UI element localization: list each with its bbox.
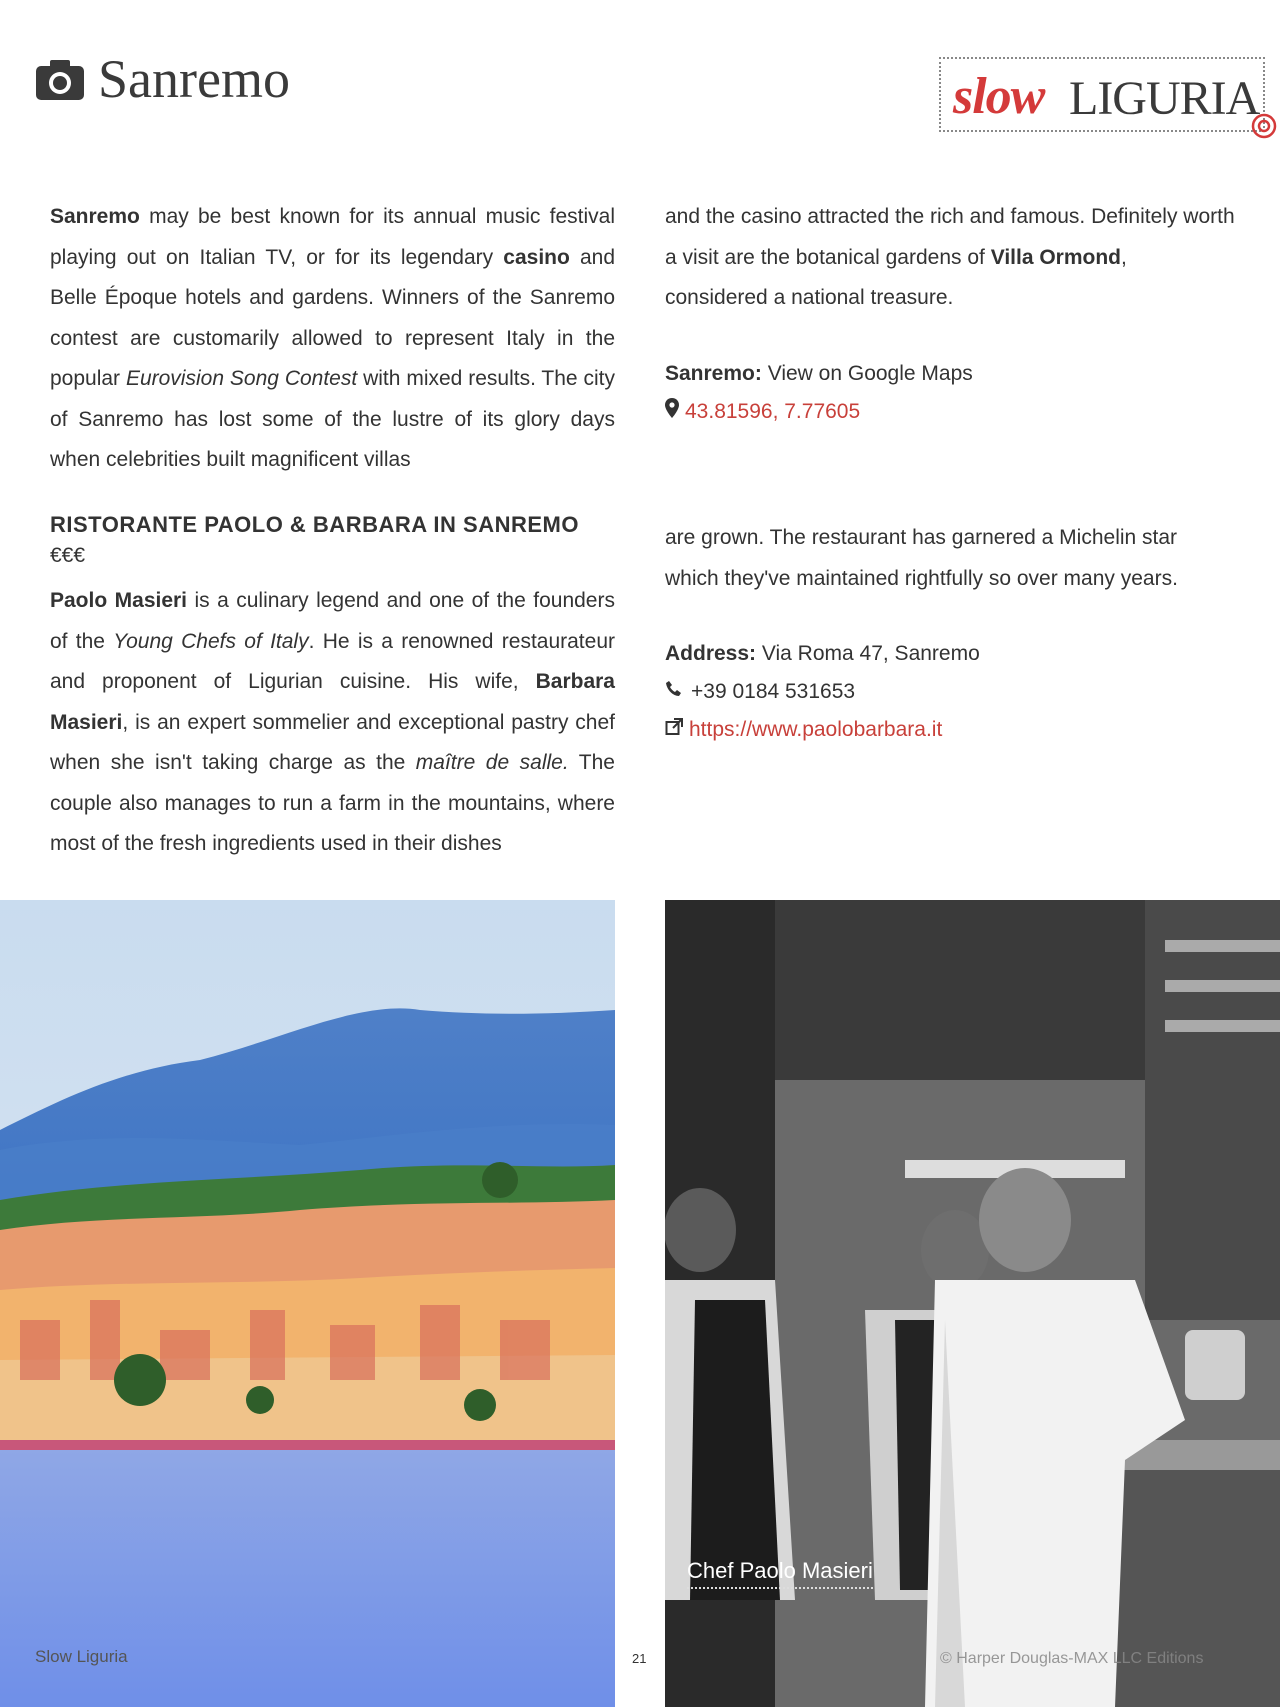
brand-logo [939, 57, 1265, 132]
restaurant-left-text [50, 581, 615, 865]
sanremo-coast-photo [0, 900, 615, 1707]
target-icon [1251, 113, 1277, 144]
restaurant-right-text [665, 518, 1235, 599]
text-run: with mixed results. The city of Sanremo has lost some of the lustre of its glory days when celebrities built magnificent villas [50, 367, 616, 471]
phone-number[interactable]: +39 0184 531653 [691, 680, 856, 703]
price-range: €€€ [50, 544, 86, 567]
external-link-icon [665, 711, 683, 749]
text-run: . He is a renowned restaurateur and proponent of Ligurian cuisine. His wife, [50, 629, 615, 693]
logo-slow: slow [953, 68, 1045, 125]
bold-text: Barbara Masieri [50, 670, 615, 734]
text-run: and the casino attracted the rich and famous. Definitely worth a visit are the botanical gardens of [665, 205, 1235, 269]
logo-liguria: LIGURIA [1069, 72, 1260, 125]
italic-text: Young Chefs of Italy [113, 629, 309, 653]
restaurant-paragraph-continued [665, 518, 1235, 599]
text-run: The couple also manages to run a farm in the mountains, where most of the fresh ingredients used in their dishes [50, 751, 615, 855]
phone-icon [665, 673, 683, 711]
page-header [36, 49, 290, 109]
bold-text: Sanremo [50, 205, 140, 228]
intro-right-text [665, 197, 1235, 319]
text-run: , considered a national treasure. [665, 245, 1127, 309]
website-link[interactable]: https://www.paolobarbara.it [689, 718, 943, 741]
text-run: and Belle Époque hotels and gardens. Winners of the Sanremo contest are customarily allowed to represent Italy in the popular [50, 245, 616, 390]
restaurant-heading: RISTORANTE PAOLO & BARBARA IN SANREMO [50, 512, 579, 537]
camera-icon [36, 58, 84, 100]
restaurant-paragraph [50, 581, 615, 865]
intro-paragraph-continued [665, 197, 1235, 319]
italic-text: Eurovision Song Contest [125, 367, 358, 390]
maps-link[interactable]: View on Google Maps [767, 362, 973, 385]
text-run: , is an expert sommelier and exceptional pastry chef when she isn't taking charge as the [50, 710, 615, 774]
address-label: Address: [665, 642, 757, 665]
page-title: Sanremo [98, 49, 290, 109]
copyright-notice: © Harper Douglas-MAX LLC Editions [940, 1650, 1204, 1667]
text-run: may be best known for its annual music festival playing out on Italian TV, or for its legendary [50, 205, 615, 269]
text-run: is a culinary legend and one of the founders of the [50, 589, 615, 653]
coordinates-link[interactable]: 43.81596, 7.77605 [685, 400, 861, 423]
photo-caption: Chef Paolo Masieri [687, 1558, 873, 1589]
restaurant-contact [665, 635, 980, 749]
page-number: 21 [632, 1651, 647, 1666]
map-pin-icon [665, 393, 679, 431]
maps-info [665, 355, 973, 431]
intro-paragraph [50, 197, 615, 481]
footer-publication: Slow Liguria [35, 1647, 128, 1666]
maps-label: Sanremo: [665, 362, 762, 385]
bold-text: casino [503, 245, 570, 269]
address-value: Via Roma 47, Sanremo [761, 642, 980, 665]
intro-left-text [50, 197, 615, 481]
bold-text: Villa Ormond [990, 245, 1122, 269]
text-run: are grown. The restaurant has garnered a Michelin star which they've maintained rightfully so over many years. [665, 526, 1178, 590]
italic-text: maître de salle. [415, 751, 569, 774]
bold-text: Paolo Masieri [50, 589, 188, 612]
